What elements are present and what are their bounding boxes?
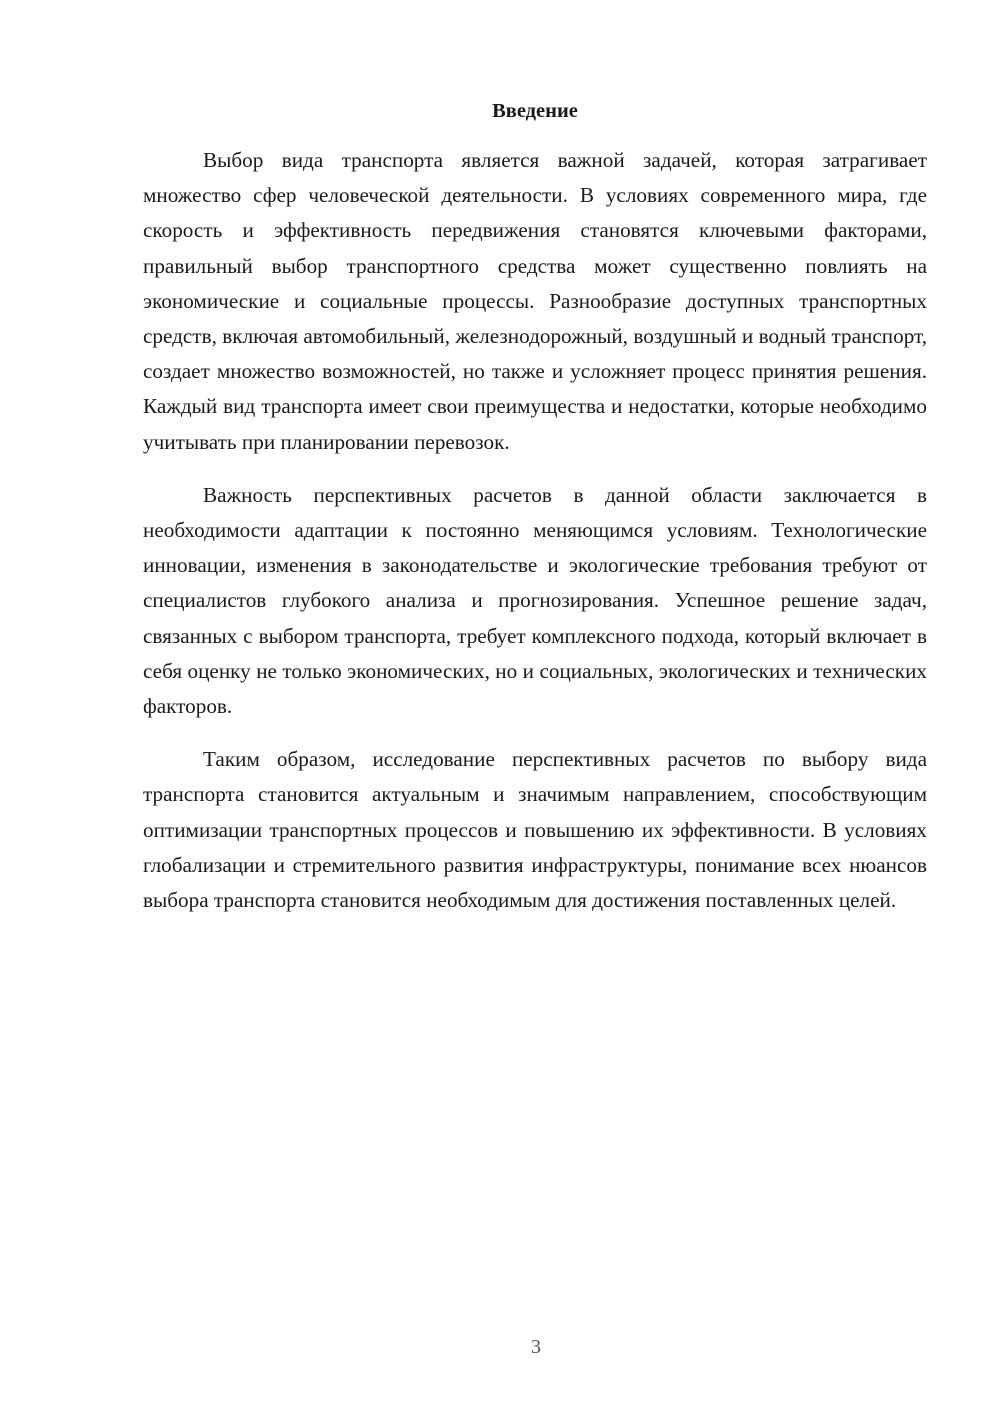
paragraph-1: Выбор вида транспорта является важной задачей, которая затрагивает множество сфер человеческой деятельности. В условиях современного мира, где скорость и эффективность передвижения становятся ключевыми факторами, правильный выбор транспортного средства может существенно повлиять на экономические и социальные процессы. Разнообразие доступных транспортных средств, включая автомобильный, железнодорожный, воздушный и водный транспорт, создает множество возможностей, но также и усложняет процесс принятия решения. Каждый вид транспорта имеет свои преимущества и недостатки, которые необходимо учитывать при планировании перевозок.	[143, 148, 927, 454]
page-title: Введение	[492, 100, 578, 122]
document-body	[143, 143, 927, 936]
paragraph-2: Важность перспективных расчетов в данной области заключается в необходимости адаптации к постоянно меняющимся условиям. Технологические инновации, изменения в законодательстве и экологические требования требуют от специалистов глубокого анализа и прогнозирования. Успешное решение задач, связанных с выбором транспорта, требует комплексного подхода, который включает в себя оценку не только экономических, но и социальных, экологических и технических факторов.	[143, 482, 927, 719]
page-number: 3	[531, 1336, 541, 1358]
paragraph-3: Таким образом, исследование перспективных расчетов по выбору вида транспорта становится актуальным и значимым направлением, способствующим оптимизации транспортных процессов и повышению их эффективности. В условиях глобализации и стремительного развития инфраструктуры, понимание всех нюансов выбора транспорта становится необходимым для достижения поставленных целей.	[143, 747, 927, 913]
